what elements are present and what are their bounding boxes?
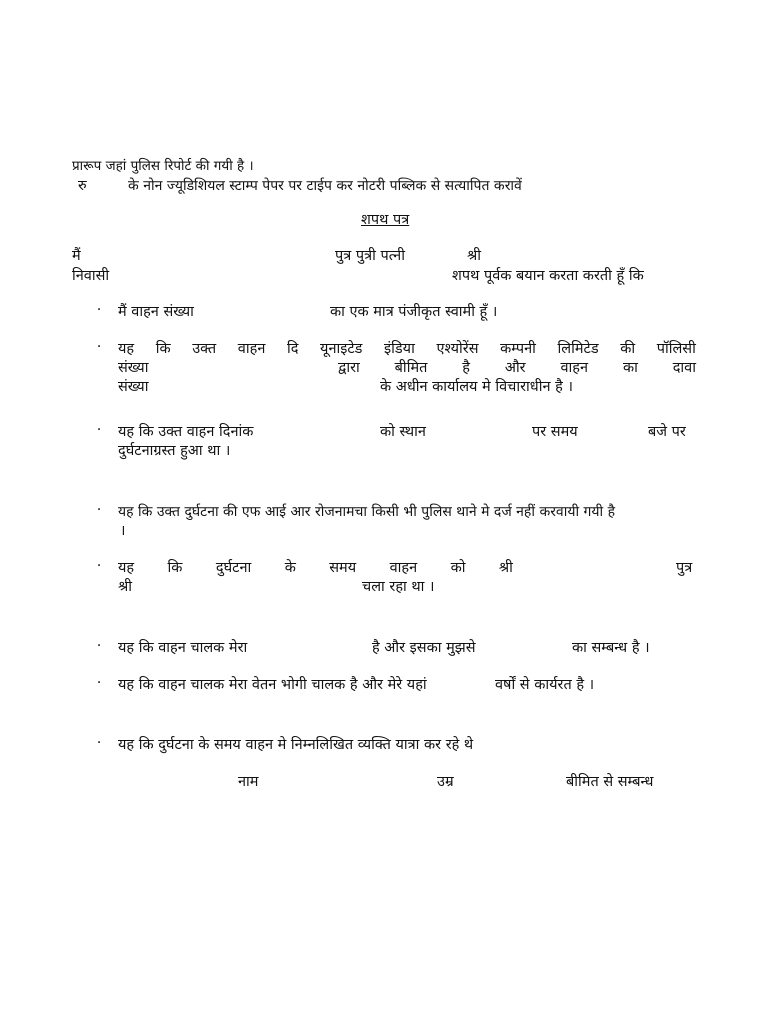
word: की bbox=[620, 341, 636, 357]
word: वाहन bbox=[237, 341, 266, 357]
word: दुर्घटना bbox=[215, 560, 252, 576]
word: कि bbox=[167, 560, 183, 576]
word: वाहन bbox=[560, 360, 589, 376]
word: यह bbox=[118, 341, 135, 357]
word: एश्योरेंस bbox=[436, 341, 479, 357]
currency-symbol: रु bbox=[78, 178, 87, 194]
item5-line2-a: श्री bbox=[118, 579, 133, 595]
word: वाहन bbox=[389, 560, 418, 576]
stamp-instruction: के नोन ज्यूडिशियल स्टाम्प पेपर पर टाईप कर नोटरी पब्लिक से सत्यापित करावें bbox=[128, 178, 522, 194]
item3-text-a: यह कि उक्त वाहन दिनांक bbox=[118, 424, 254, 440]
item6-text-c: का सम्बन्ध है । bbox=[572, 640, 650, 656]
item3-text-c: पर समय bbox=[532, 424, 578, 440]
word: यह bbox=[118, 560, 135, 576]
item7-text-a: यह कि वाहन चालक मेरा वेतन भोगी चालक है और मेरे यहां bbox=[118, 677, 427, 693]
bullet-8: · bbox=[96, 735, 102, 751]
item2-row1 bbox=[118, 339, 696, 359]
word: का bbox=[622, 360, 638, 376]
item2-row3-b: के अधीन कार्यालय मे विचाराधीन है । bbox=[380, 379, 573, 395]
word: समय bbox=[329, 560, 357, 576]
word: दि bbox=[286, 341, 299, 357]
intro-main: मैं bbox=[72, 248, 81, 264]
item2-row2-first: संख्या bbox=[118, 360, 149, 376]
item5-row1 bbox=[118, 558, 513, 578]
intro-relation: पुत्र पुत्री पत्नी bbox=[335, 248, 405, 264]
item3-text-b: को स्थान bbox=[380, 424, 426, 440]
word: को bbox=[450, 560, 466, 576]
item7-text-b: वर्षों से कार्यरत है । bbox=[495, 677, 595, 693]
intro-oath: शपथ पूर्वक बयान करता करती हूँ कि bbox=[452, 268, 644, 284]
item1-text-b: का एक मात्र पंजीकृत स्वामी हूँ । bbox=[330, 304, 498, 320]
word: श्री bbox=[498, 560, 513, 576]
word: द्वारा bbox=[338, 360, 360, 376]
word: यूनाइटेड bbox=[320, 341, 363, 357]
item8-line1: यह कि दुर्घटना के समय वाहन मे निम्नलिखित व्यक्ति यात्रा कर रहे थे bbox=[118, 737, 474, 753]
bullet-5: · bbox=[96, 558, 102, 574]
word: कि bbox=[155, 341, 171, 357]
word: के bbox=[284, 560, 296, 576]
bullet-7: · bbox=[96, 675, 102, 691]
item4-line2: । bbox=[120, 523, 126, 539]
bullet-6: · bbox=[96, 638, 102, 654]
item6-text-a: यह कि वाहन चालक मेरा bbox=[118, 640, 248, 656]
item5-putra: पुत्र bbox=[676, 560, 693, 576]
word: कम्पनी bbox=[500, 341, 536, 357]
word: और bbox=[504, 360, 526, 376]
word: दावा bbox=[672, 360, 696, 376]
document-title: शपथ पत्र bbox=[361, 212, 410, 228]
word: लिमिटेड bbox=[557, 341, 599, 357]
intro-niwasi: निवासी bbox=[72, 268, 110, 284]
item3-line2: दुर्घटनाग्रस्त हुआ था । bbox=[118, 443, 231, 459]
bullet-4: · bbox=[96, 502, 102, 518]
word: बीमित bbox=[394, 360, 428, 376]
item6-text-b: है और इसका मुझसे bbox=[372, 640, 476, 656]
item2-row2 bbox=[338, 358, 696, 378]
item3-text-d: बजे पर bbox=[648, 424, 686, 440]
form-note: प्रारूप जहां पुलिस रिपोर्ट की गयी है । bbox=[72, 158, 254, 174]
column-name: नाम bbox=[238, 774, 259, 790]
word: पॉलिसी bbox=[656, 341, 696, 357]
bullet-1: · bbox=[96, 302, 102, 318]
column-age: उम्र bbox=[437, 774, 454, 790]
bullet-3: · bbox=[96, 422, 102, 438]
item4-line1: यह कि उक्त दुर्घटना की एफ आई आर रोजनामचा किसी भी पुलिस थाने मे दर्ज नहीं करवायी गयी है bbox=[118, 504, 616, 520]
intro-shri: श्री bbox=[467, 248, 482, 264]
word: है bbox=[462, 360, 470, 376]
word: उक्त bbox=[192, 341, 217, 357]
bullet-2: · bbox=[96, 339, 102, 355]
column-relation: बीमित से सम्बन्ध bbox=[566, 774, 654, 790]
item5-line2-b: चला रहा था । bbox=[362, 579, 435, 595]
item1-text-a: मैं वाहन संख्या bbox=[118, 304, 194, 320]
item2-row3-a: संख्या bbox=[118, 379, 149, 395]
word: इंडिया bbox=[384, 341, 415, 357]
